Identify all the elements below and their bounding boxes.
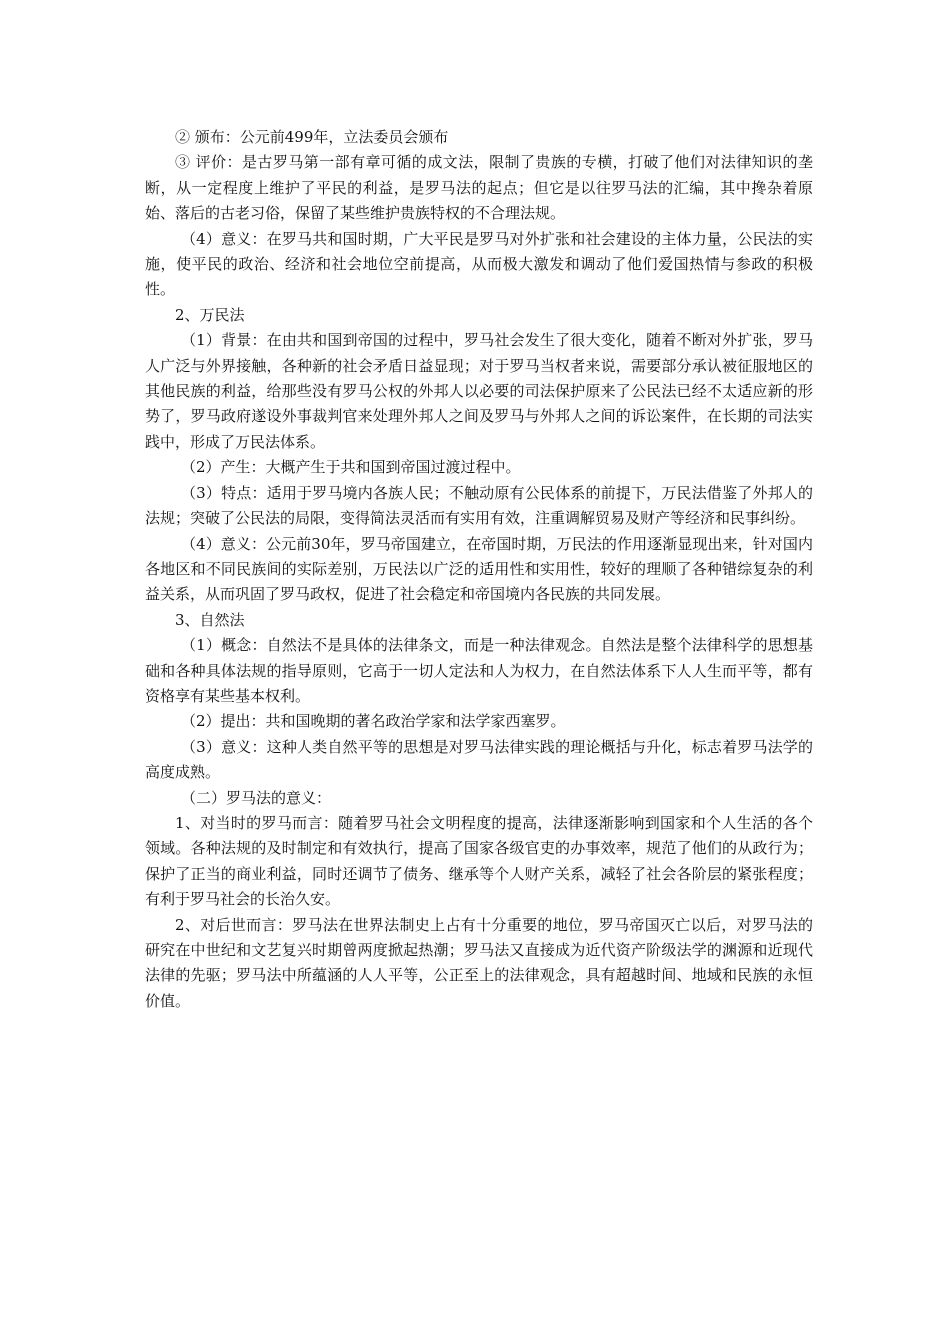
paragraph-evaluation: ③ 评价：是古罗马第一部有章可循的成文法，限制了贵族的专横，打破了他们对法律知识的垄断，从一定程度上维护了平民的利益，是罗马法的起点；但它是以往罗马法的汇编，其中搀杂着原始、落后的古老习俗，保留了某些维护贵族特权的不合理法规。	[145, 153, 813, 223]
paragraph-jus-gentium-significance: （4）意义：公元前30年，罗马帝国建立，在帝国时期，万民法的作用逐渐显现出来，针对国内各地区和不同民族间的实际差别，万民法以广泛的适用性和实用性，较好的理顺了各种错综复杂的利益关系，从而巩固了罗马政权，促进了社会稳定和帝国境内各民族的共同发展。	[145, 534, 813, 604]
paragraph-promulgation: ② 颁布：公元前499年，立法委员会颁布	[175, 128, 449, 146]
paragraph-features: （3）特点：适用于罗马境内各族人民；不触动原有公民体系的前提下，万民法借鉴了外邦人的法规；突破了公民法的局限，变得简法灵活而有实用有效，注重调解贸易及财产等经济和民事纠纷。	[145, 483, 813, 528]
paragraph-concept: （1）概念：自然法不是具体的法律条文，而是一种法律观念。自然法是整个法律科学的思想基础和各种具体法规的指导原则，它高于一切人定法和人为权力，在自然法体系下人人生而平等，都有资格享有某些基本权利。	[145, 636, 813, 705]
paragraph-background: （1）背景：在由共和国到帝国的过程中，罗马社会发生了很大变化，随着不断对外扩张，罗马人广泛与外界接触，各种新的社会矛盾日益显现；对于罗马当权者来说，需要部分承认被征服地区的其他民族的利益，给那些没有罗马公权的外邦人以必要的司法保护原来了公民法已经不太适应新的形势了，罗马政府遂设外事裁判官来处理外邦人之间及罗马与外邦人之间的诉讼案件，在长期的司法实践中，形成了万民法体系。	[145, 331, 813, 451]
paragraph-proposer: （2）提出：共和国晚期的著名政治学家和法学家西塞罗。	[181, 712, 566, 731]
paragraph-civil-law-significance: （4）意义：在罗马共和国时期，广大平民是罗马对外扩张和社会建设的主体力量，公民法的实施，使平民的政治、经济和社会地位空前提高，从而极大激发和调动了他们爱国热情与参政的积极性。	[145, 229, 813, 299]
paragraph-contemporary-significance: 1、对当时的罗马而言：随着罗马社会文明程度的提高，法律逐渐影响到国家和个人生活的各个领域。各种法规的及时制定和有效执行，提高了国家各级官吏的办事效率，规范了他们的从政行为；保护了正当的商业利益，同时还调节了债务、继承等个人财产关系，减轻了社会各阶层的紧张程度；有利于罗马社会的长治久安。	[145, 813, 813, 909]
section-heading-jus-gentium: 2、万民法	[175, 305, 245, 324]
section-heading-roman-law-significance: （二）罗马法的意义：	[181, 788, 332, 807]
paragraph-later-significance: 2、对后世而言：罗马法在世界法制史上占有十分重要的地位，罗马帝国灭亡以后，对罗马法的研究在中世纪和文艺复兴时期曾两度掀起热潮；罗马法又直接成为近代资产阶级法学的渊源和近现代法律的先驱；罗马法中所蕴涵的人人平等，公正至上的法律观念，具有超越时间、地域和民族的永恒价值。	[145, 915, 813, 1010]
paragraph-natural-law-significance: （3）意义：这种人类自然平等的思想是对罗马法律实践的理论概括与升化，标志着罗马法学的高度成熟。	[145, 737, 813, 782]
section-heading-natural-law: 3、自然法	[175, 610, 245, 629]
paragraph-origin: （2）产生：大概产生于共和国到帝国过渡过程中。	[181, 458, 521, 477]
document-body	[145, 125, 813, 1014]
